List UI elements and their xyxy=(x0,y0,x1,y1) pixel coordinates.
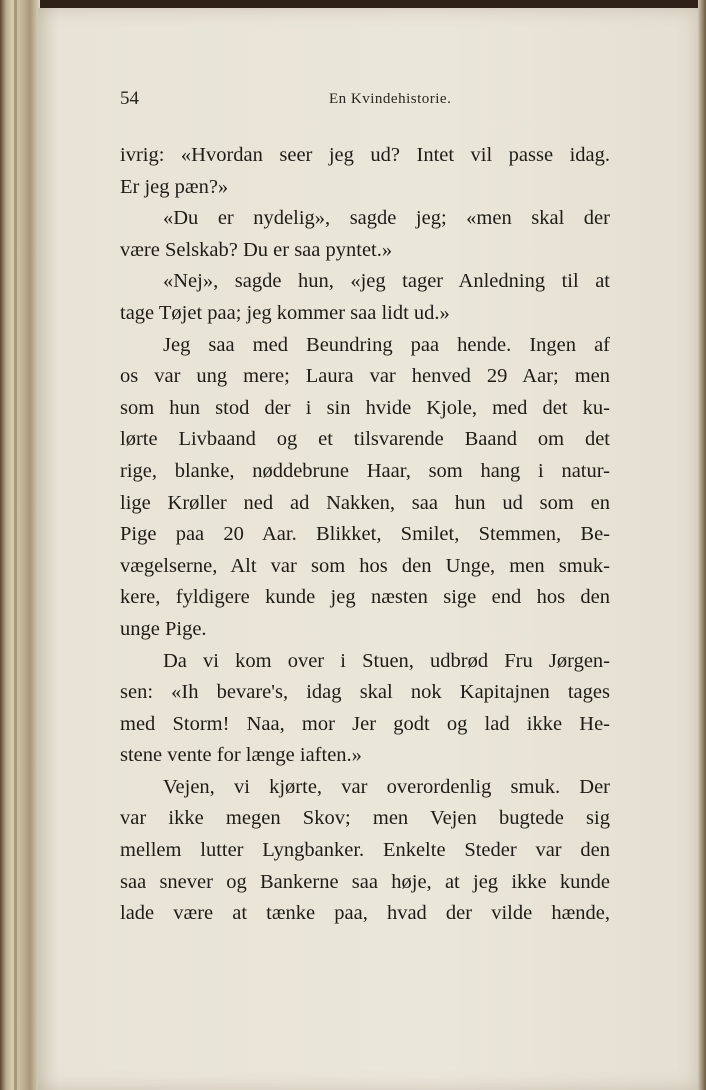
text-line: rige, blanke, nøddebrune Haar, som hang i natur- xyxy=(120,459,610,482)
text-line: Er jeg pæn?» xyxy=(120,175,229,198)
text-line: ivrig: «Hvordan seer jeg ud? Intet vil passe idag. xyxy=(120,144,610,166)
text-line: lade være at tænke paa, hvad der vilde hænde, xyxy=(120,902,610,925)
body-text xyxy=(120,140,610,930)
text-line: med Storm! Naa, mor Jer godt og lad ikke He- xyxy=(120,712,610,735)
text-line: «Nej», sagde hun, «jeg tager Anledning til at xyxy=(163,270,610,293)
text-line: være Selskab? Du er saa pyntet.» xyxy=(120,238,393,261)
text-line: saa snever og Bankerne saa høje, at jeg ikke kunde xyxy=(120,870,610,893)
text-line: os var ung mere; Laura var henved 29 Aar; men xyxy=(120,365,610,388)
text-line: sen: «Ih bevare's, idag skal nok Kapitajnen tages xyxy=(120,681,610,704)
text-line: lige Krøller ned ad Nakken, saa hun ud som en xyxy=(120,491,610,514)
text-line: lørte Livbaand og et tilsvarende Baand om det xyxy=(120,428,610,451)
text-line: unge Pige. xyxy=(120,617,207,640)
text-line: vægelserne, Alt var som hos den Unge, men smuk- xyxy=(120,554,610,577)
text-line: som hun stod der i sin hvide Kjole, med det ku- xyxy=(120,396,610,419)
book-binding xyxy=(0,0,40,1090)
text-line: kere, fyldigere kunde jeg næsten sige end hos den xyxy=(120,586,610,609)
page-number: 54 xyxy=(120,88,139,109)
text-line: var ikke megen Skov; men Vejen bugtede sig xyxy=(120,807,610,830)
text-line: Jeg saa med Beundring paa hende. Ingen af xyxy=(163,333,610,356)
binding-stripe xyxy=(14,0,17,1090)
text-line: mellem lutter Lyngbanker. Enkelte Steder var den xyxy=(120,839,610,862)
text-line: «Du er nydelig», sagde jeg; «men skal der xyxy=(163,207,610,230)
page-header xyxy=(120,88,660,116)
page-edge xyxy=(698,0,706,1090)
text-line: stene vente for længe iaften.» xyxy=(120,744,362,767)
running-title: En Kvindehistorie. xyxy=(329,91,452,107)
text-line: Da vi kom over i Stuen, udbrød Fru Jørgen- xyxy=(163,649,610,672)
text-line: Vejen, vi kjørte, var overordenlig smuk. Der xyxy=(163,775,610,798)
text-line: tage Tøjet paa; jeg kommer saa lidt ud.» xyxy=(120,301,450,324)
text-line: Pige paa 20 Aar. Blikket, Smilet, Stemmen, Be- xyxy=(120,523,610,546)
